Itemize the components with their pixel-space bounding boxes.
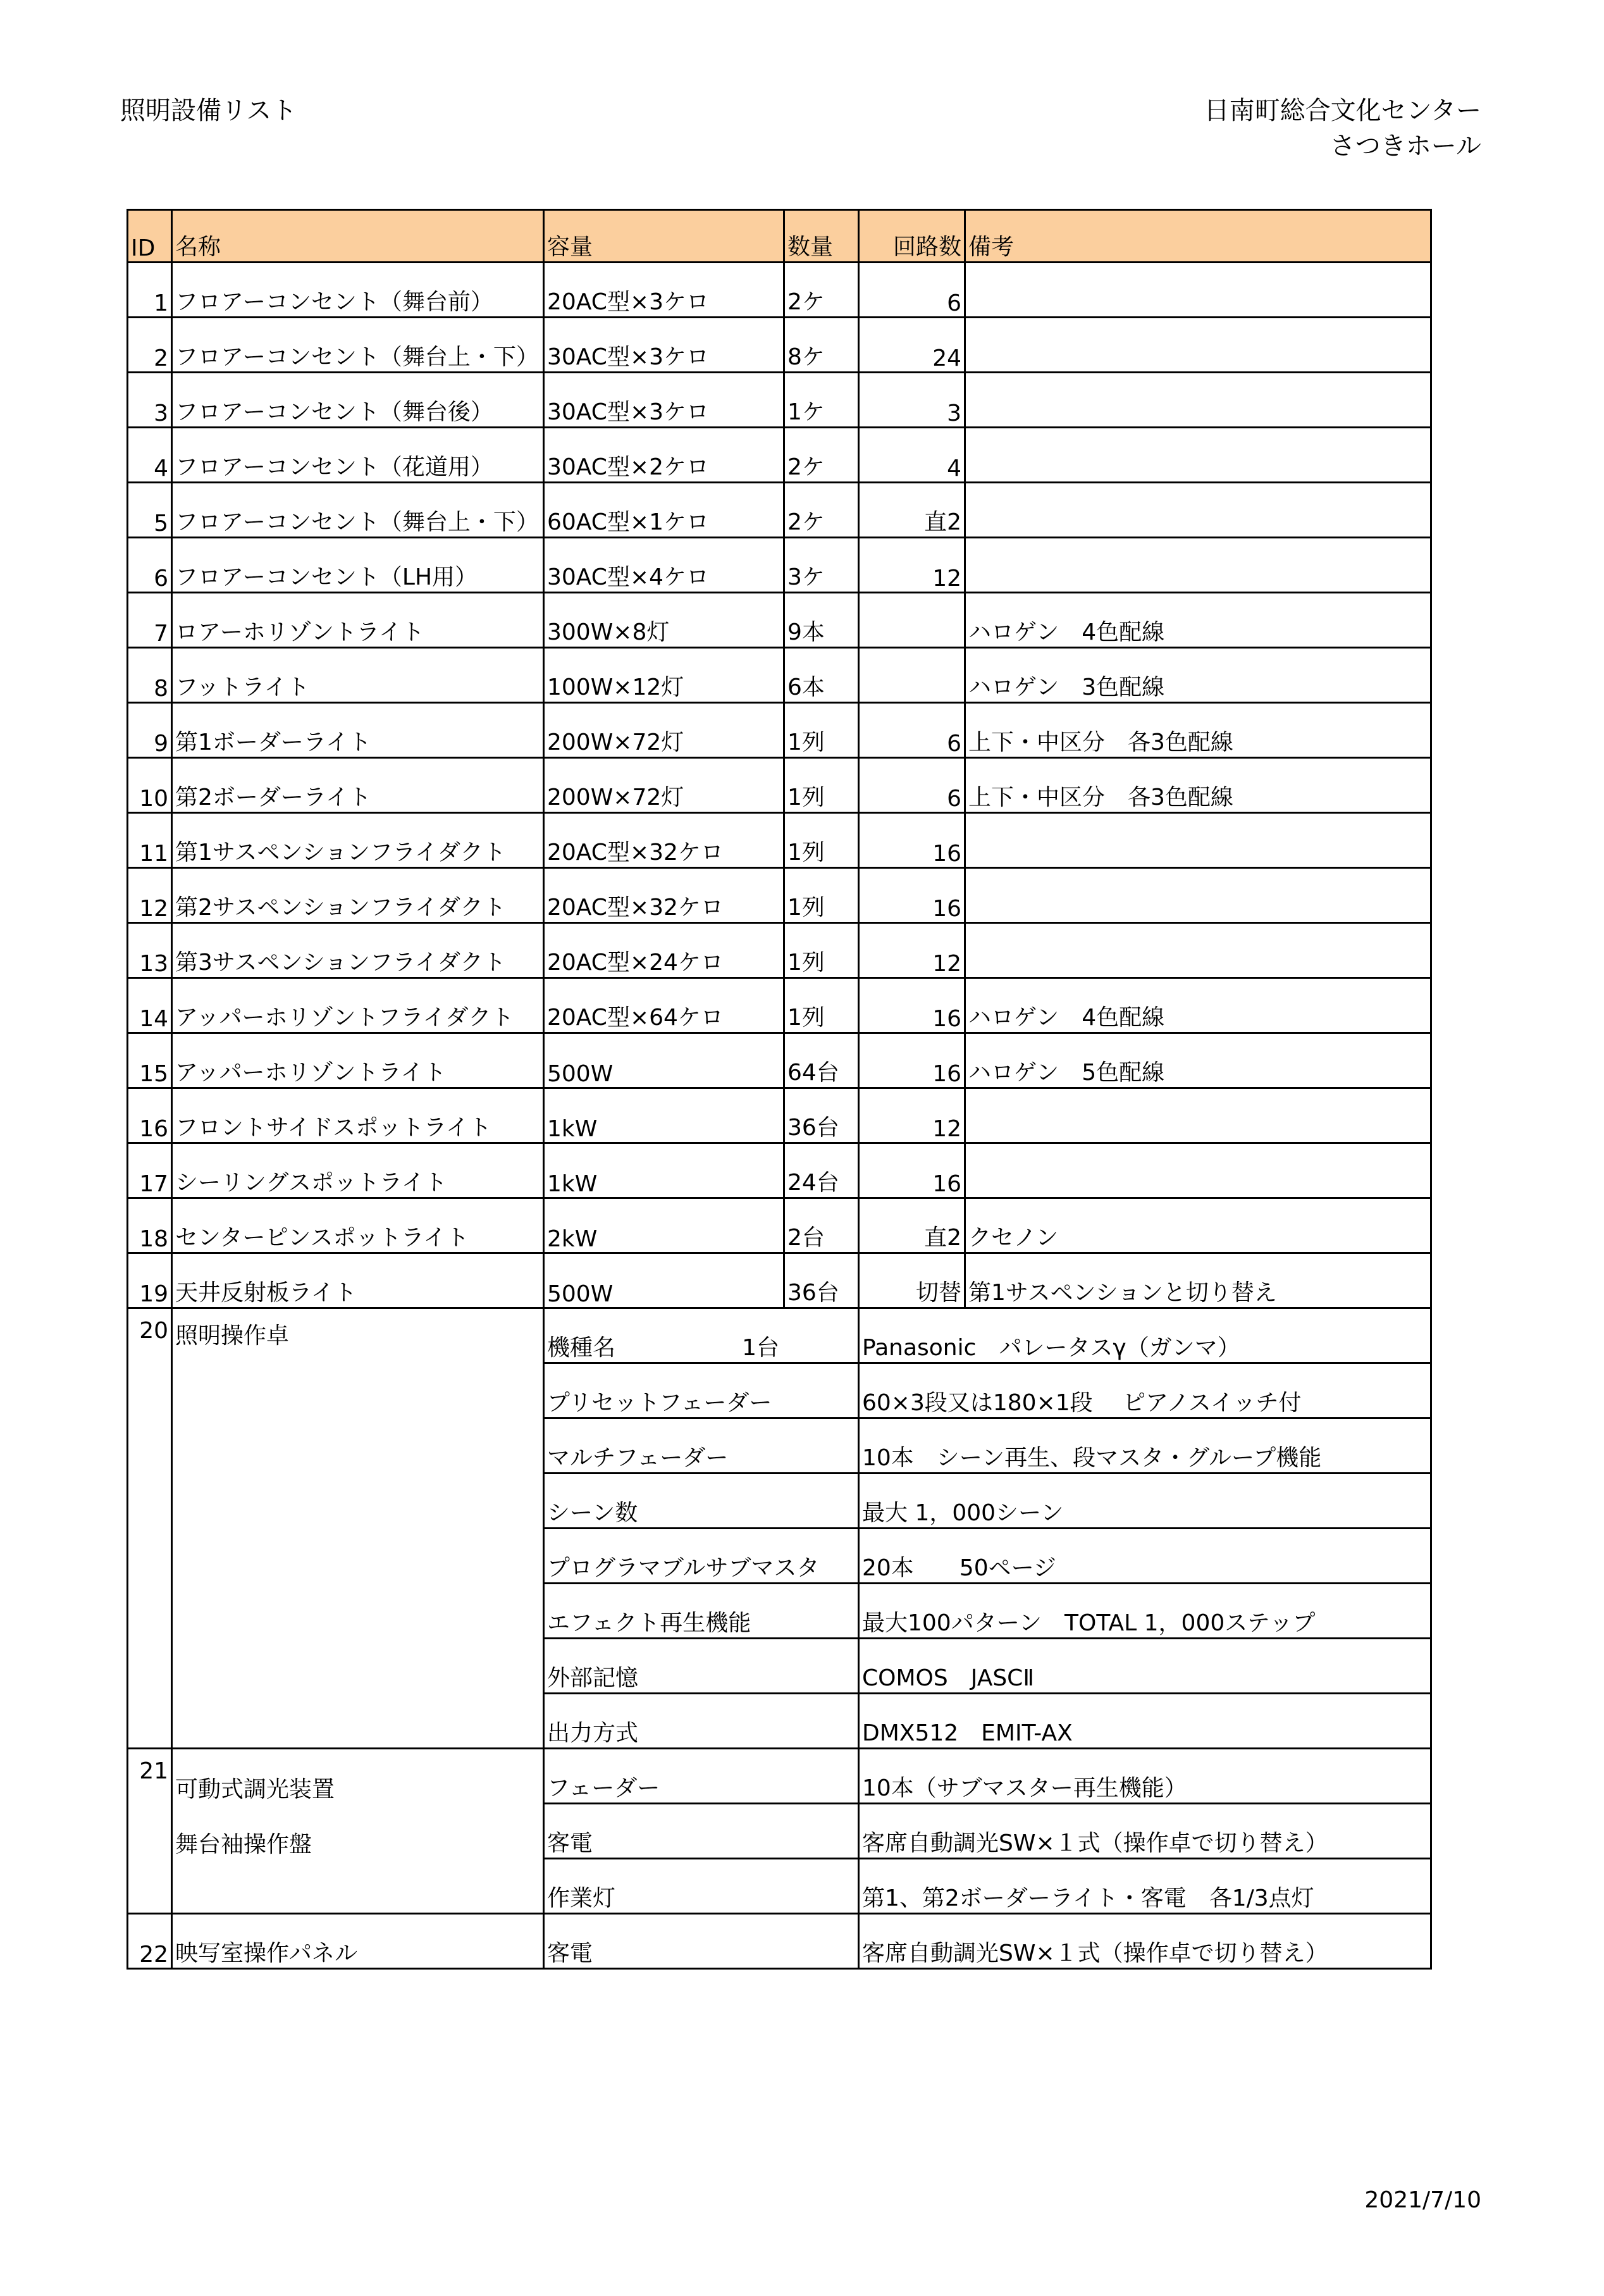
row-id: 4: [128, 428, 172, 483]
row-name: フットライト: [172, 648, 544, 703]
dimmer-row: [128, 1804, 1431, 1859]
row-notes: [965, 538, 1431, 593]
dimmer-item-value: 第1、第2ボーダーライト・客電 各1/3点灯: [859, 1859, 1431, 1914]
projection-value: 客席自動調光SW×１式（操作卓で切り替え）: [859, 1914, 1431, 1969]
console-name: 照明操作卓: [172, 1308, 544, 1749]
row-circuits: 切替: [859, 1253, 965, 1308]
row-name: ロアーホリゾントライト: [172, 593, 544, 648]
console-item-value: Panasonic パレータスγ（ガンマ）: [859, 1308, 1431, 1363]
row-circuits: 6: [859, 758, 965, 813]
row-qty: 2台: [784, 1198, 859, 1253]
row-capacity: 20AC型×64ケロ: [544, 978, 784, 1033]
organization-block: [1204, 95, 1481, 166]
row-capacity: 200W×72灯: [544, 703, 784, 758]
row-circuits: 6: [859, 703, 965, 758]
row-id: 6: [128, 538, 172, 593]
console-item-value: DMX512 EMIT-AX: [859, 1694, 1431, 1749]
dimmer-item-value: 10本（サブマスター再生機能）: [859, 1749, 1431, 1804]
row-circuits: 直2: [859, 483, 965, 538]
row-notes: [965, 428, 1431, 483]
row-qty: 2ケ: [784, 483, 859, 538]
row-id: 17: [128, 1143, 172, 1198]
row-circuits: 4: [859, 428, 965, 483]
dimmer-item-label: フェーダー: [544, 1749, 859, 1804]
console-item-label-text: 外部記憶: [547, 1665, 639, 1691]
table-row: [128, 263, 1431, 318]
row-name: フロントサイドスポットライト: [172, 1088, 544, 1143]
dimmer-name: 可動式調光装置: [172, 1749, 544, 1804]
dimmer-name2: 舞台袖操作盤: [172, 1804, 544, 1859]
row-notes: [965, 318, 1431, 373]
console-item-label: [544, 1639, 859, 1694]
row-name: 天井反射板ライト: [172, 1253, 544, 1308]
row-qty: 9本: [784, 593, 859, 648]
table-row: [128, 813, 1431, 868]
console-item-value: 60×3段又は180×1段 ピアノスイッチ付: [859, 1363, 1431, 1418]
column-header-notes: 備考: [965, 210, 1431, 263]
row-name: アッパーホリゾントライト: [172, 1033, 544, 1088]
row-name: センターピンスポットライト: [172, 1198, 544, 1253]
console-item-label-text: シーン数: [547, 1500, 638, 1526]
table-row: [128, 1253, 1431, 1308]
row-notes: [965, 483, 1431, 538]
row-qty: 1列: [784, 868, 859, 923]
row-capacity: 500W: [544, 1253, 784, 1308]
row-notes: [965, 868, 1431, 923]
row-name: フロアーコンセント（LH用）: [172, 538, 544, 593]
row-qty: 1ケ: [784, 373, 859, 428]
row-notes: 上下・中区分 各3色配線: [965, 758, 1431, 813]
document-title: 照明設備リスト: [120, 96, 297, 125]
row-capacity: 1kW: [544, 1143, 784, 1198]
table-row: [128, 868, 1431, 923]
row-notes: ハロゲン 4色配線: [965, 978, 1431, 1033]
row-name: 第1ボーダーライト: [172, 703, 544, 758]
projection-id: 22: [128, 1914, 172, 1969]
row-qty: 1列: [784, 703, 859, 758]
console-item-label: [544, 1308, 859, 1363]
row-name: 第2ボーダーライト: [172, 758, 544, 813]
table-row: [128, 428, 1431, 483]
row-notes: [965, 373, 1431, 428]
projection-name: 映写室操作パネル: [172, 1914, 544, 1969]
table-row: [128, 703, 1431, 758]
console-id: 20: [128, 1308, 172, 1749]
table-row: [128, 758, 1431, 813]
row-name: フロアーコンセント（舞台上・下）: [172, 483, 544, 538]
row-capacity: 20AC型×24ケロ: [544, 923, 784, 978]
projection-row: [128, 1914, 1431, 1969]
row-name: 第3サスペンションフライダクト: [172, 923, 544, 978]
row-capacity: 100W×12灯: [544, 648, 784, 703]
row-capacity: 30AC型×2ケロ: [544, 428, 784, 483]
row-name: フロアーコンセント（舞台後）: [172, 373, 544, 428]
row-qty: 3ケ: [784, 538, 859, 593]
row-qty: 1列: [784, 813, 859, 868]
column-header-circuits: 回路数: [859, 210, 965, 263]
table-row: [128, 483, 1431, 538]
row-circuits: 12: [859, 923, 965, 978]
table-header-row: [128, 210, 1431, 263]
table-row: [128, 593, 1431, 648]
dimmer-row: [128, 1859, 1431, 1914]
equipment-table: [126, 209, 1432, 1970]
column-header-qty: 数量: [784, 210, 859, 263]
row-name: フロアーコンセント（花道用）: [172, 428, 544, 483]
row-capacity: 1kW: [544, 1088, 784, 1143]
row-circuits: 16: [859, 1143, 965, 1198]
dimmer-item-label: 作業灯: [544, 1859, 859, 1914]
table-row: [128, 1033, 1431, 1088]
row-circuits: [859, 593, 965, 648]
console-item-label-text: 機種名: [547, 1335, 616, 1361]
row-qty: 1列: [784, 758, 859, 813]
console-item-label: [544, 1363, 859, 1418]
row-circuits: 6: [859, 263, 965, 318]
row-circuits: [859, 648, 965, 703]
table-row: [128, 318, 1431, 373]
console-item-qty: 1台: [742, 1335, 779, 1361]
row-circuits: 12: [859, 538, 965, 593]
table-row: [128, 1143, 1431, 1198]
row-id: 16: [128, 1088, 172, 1143]
console-item-value: 最大100パターン TOTAL 1，000ステップ: [859, 1584, 1431, 1639]
row-capacity: 20AC型×32ケロ: [544, 813, 784, 868]
row-circuits: 24: [859, 318, 965, 373]
row-id: 5: [128, 483, 172, 538]
row-capacity: 20AC型×32ケロ: [544, 868, 784, 923]
console-item-label: [544, 1418, 859, 1474]
table-row: [128, 373, 1431, 428]
table-row: [128, 648, 1431, 703]
row-capacity: 300W×8灯: [544, 593, 784, 648]
organization-name: 日南町総合文化センター: [1204, 96, 1481, 125]
dimmer-id: 21: [128, 1749, 172, 1914]
row-id: 14: [128, 978, 172, 1033]
row-notes: 上下・中区分 各3色配線: [965, 703, 1431, 758]
row-qty: 36台: [784, 1088, 859, 1143]
console-item-label-text: プログラマブルサブマスタ: [547, 1555, 820, 1581]
row-capacity: 500W: [544, 1033, 784, 1088]
row-qty: 6本: [784, 648, 859, 703]
row-id: 12: [128, 868, 172, 923]
console-item-label: [544, 1694, 859, 1749]
row-circuits: 直2: [859, 1198, 965, 1253]
row-notes: [965, 923, 1431, 978]
row-id: 2: [128, 318, 172, 373]
row-circuits: 16: [859, 868, 965, 923]
console-item-label-text: マルチフェーダー: [547, 1445, 729, 1471]
table-row: [128, 923, 1431, 978]
row-id: 9: [128, 703, 172, 758]
table-row: [128, 978, 1431, 1033]
row-name: アッパーホリゾントフライダクト: [172, 978, 544, 1033]
row-id: 1: [128, 263, 172, 318]
console-item-value: 10本 シーン再生、段マスタ・グループ機能: [859, 1418, 1431, 1474]
console-item-label-text: 出力方式: [547, 1720, 639, 1746]
row-id: 19: [128, 1253, 172, 1308]
dimmer-row: [128, 1749, 1431, 1804]
row-qty: 8ケ: [784, 318, 859, 373]
console-item-value: COMOS JASCⅡ: [859, 1639, 1431, 1694]
row-qty: 64台: [784, 1033, 859, 1088]
hall-name: さつきホール: [1329, 132, 1481, 161]
row-capacity: 30AC型×3ケロ: [544, 318, 784, 373]
console-item-label: [544, 1529, 859, 1584]
column-header-name: 名称: [172, 210, 544, 263]
row-qty: 2ケ: [784, 263, 859, 318]
row-name: 第2サスペンションフライダクト: [172, 868, 544, 923]
row-id: 8: [128, 648, 172, 703]
table-row: [128, 1198, 1431, 1253]
row-id: 18: [128, 1198, 172, 1253]
row-id: 7: [128, 593, 172, 648]
row-notes: ハロゲン 4色配線: [965, 593, 1431, 648]
row-qty: 1列: [784, 923, 859, 978]
console-item-label-text: エフェクト再生機能: [547, 1610, 751, 1636]
row-notes: クセノン: [965, 1198, 1431, 1253]
row-id: 13: [128, 923, 172, 978]
row-notes: [965, 1088, 1431, 1143]
row-qty: 1列: [784, 978, 859, 1033]
column-header-id: ID: [128, 210, 172, 263]
console-item-label-text: プリセットフェーダー: [547, 1390, 772, 1416]
row-id: 3: [128, 373, 172, 428]
row-name: フロアーコンセント（舞台前）: [172, 263, 544, 318]
table-row: [128, 1088, 1431, 1143]
console-item-label: [544, 1584, 859, 1639]
row-notes: ハロゲン 3色配線: [965, 648, 1431, 703]
row-capacity: 2kW: [544, 1198, 784, 1253]
projection-label: 客電: [544, 1914, 859, 1969]
console-item-value: 20本 50ページ: [859, 1529, 1431, 1584]
row-notes: [965, 263, 1431, 318]
dimmer-item-value: 客席自動調光SW×１式（操作卓で切り替え）: [859, 1804, 1431, 1859]
row-name: シーリングスポットライト: [172, 1143, 544, 1198]
row-circuits: 16: [859, 978, 965, 1033]
row-circuits: 16: [859, 1033, 965, 1088]
row-name: フロアーコンセント（舞台上・下）: [172, 318, 544, 373]
table-row: [128, 538, 1431, 593]
console-item-label: [544, 1474, 859, 1529]
console-row: [128, 1308, 1431, 1363]
row-capacity: 60AC型×1ケロ: [544, 483, 784, 538]
row-circuits: 16: [859, 813, 965, 868]
row-notes: [965, 813, 1431, 868]
row-capacity: 200W×72灯: [544, 758, 784, 813]
dimmer-item-label: 客電: [544, 1804, 859, 1859]
row-id: 15: [128, 1033, 172, 1088]
column-header-capacity: 容量: [544, 210, 784, 263]
row-capacity: 20AC型×3ケロ: [544, 263, 784, 318]
row-capacity: 30AC型×4ケロ: [544, 538, 784, 593]
row-id: 10: [128, 758, 172, 813]
row-notes: 第1サスペンションと切り替え: [965, 1253, 1431, 1308]
row-qty: 36台: [784, 1253, 859, 1308]
row-notes: ハロゲン 5色配線: [965, 1033, 1431, 1088]
row-qty: 24台: [784, 1143, 859, 1198]
document-date: 2021/7/10: [1364, 2187, 1481, 2213]
row-name: 第1サスペンションフライダクト: [172, 813, 544, 868]
row-circuits: 12: [859, 1088, 965, 1143]
row-notes: [965, 1143, 1431, 1198]
row-qty: 2ケ: [784, 428, 859, 483]
dimmer-name-blank: [172, 1859, 544, 1914]
row-capacity: 30AC型×3ケロ: [544, 373, 784, 428]
row-circuits: 3: [859, 373, 965, 428]
row-id: 11: [128, 813, 172, 868]
console-item-value: 最大 1，000シーン: [859, 1474, 1431, 1529]
